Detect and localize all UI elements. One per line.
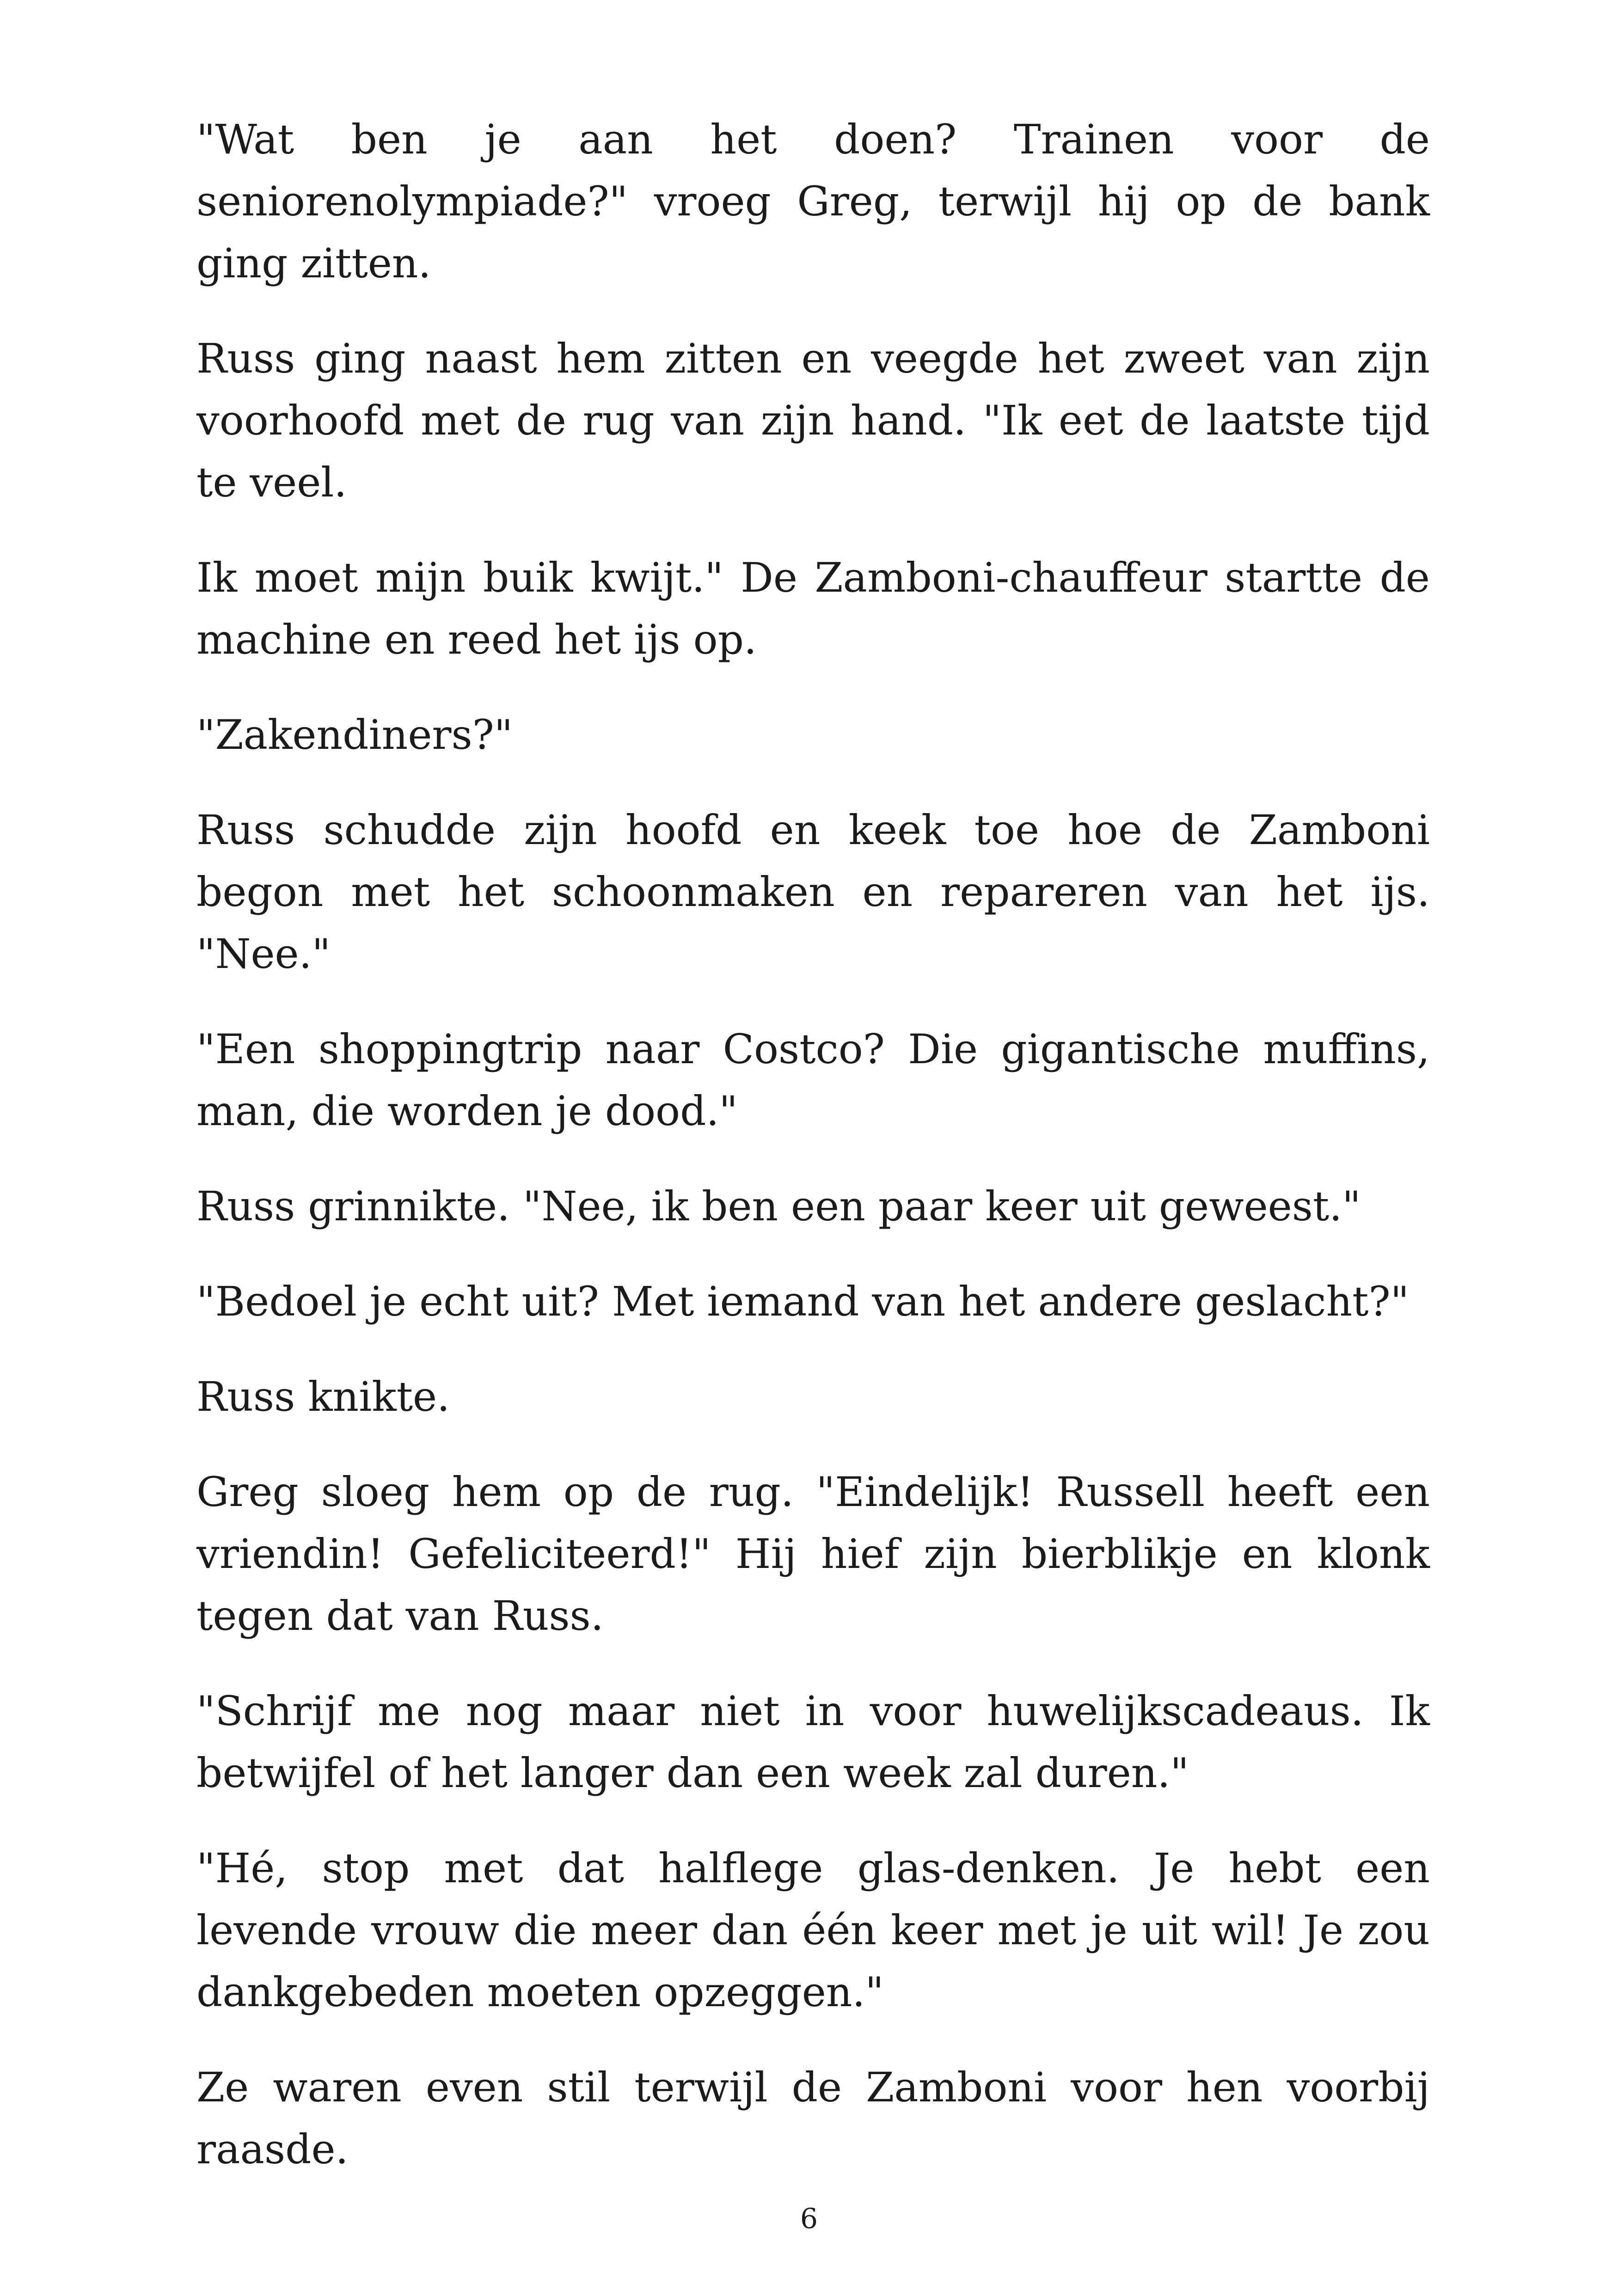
paragraph-4: "Zakendiners?": [196, 711, 513, 759]
paragraph-5: Russ schudde zijn hoofd en keek toe hoe de Zamboni begon met het schoonmaken en repareren van het ijs. "Nee.": [196, 806, 1430, 978]
page-number: 6: [800, 2203, 818, 2235]
paragraph-3: Ik moet mijn buik kwijt." De Zamboni-chauffeur startte de machine en reed het ijs op.: [196, 554, 1430, 663]
paragraph-6: "Een shoppingtrip naar Costco? Die gigantische muffins, man, die worden je dood.": [196, 1025, 1430, 1135]
paragraph-8: "Bedoel je echt uit? Met iemand van het andere geslacht?": [196, 1278, 1410, 1325]
paragraph-12: "Hé, stop met dat halflege glas-denken. Je hebt een levende vrouw die meer dan één keer met je uit wil! Je zou dankgebeden moeten opzeggen.": [196, 1844, 1430, 2016]
paragraph-1: "Wat ben je aan het doen? Trainen voor de seniorenolympiade?" vroeg Greg, terwijl hij op de bank ging zitten.: [196, 116, 1430, 287]
paragraph-11: "Schrijf me nog maar niet in voor huwelijkscadeaus. Ik betwijfel of het langer dan een week zal duren.": [196, 1687, 1430, 1797]
paragraph-10: Greg sloeg hem op de rug. "Eindelijk! Russell heeft een vriendin! Gefeliciteerd!" Hij hief zijn bierblikje en klonk tegen dat van Russ.: [196, 1468, 1430, 1640]
paragraph-2: Russ ging naast hem zitten en veegde het zweet van zijn voorhoofd met de rug van zijn hand. "Ik eet de laatste tijd te veel.: [196, 335, 1430, 506]
paragraph-7: Russ grinnikte. "Nee, ik ben een paar keer uit geweest.": [196, 1182, 1361, 1230]
paragraph-13: Ze waren even stil terwijl de Zamboni voor hen voorbij raasde.: [196, 2063, 1430, 2173]
page-body-text: [196, 109, 1430, 2214]
paragraph-9: Russ knikte.: [196, 1373, 450, 1420]
